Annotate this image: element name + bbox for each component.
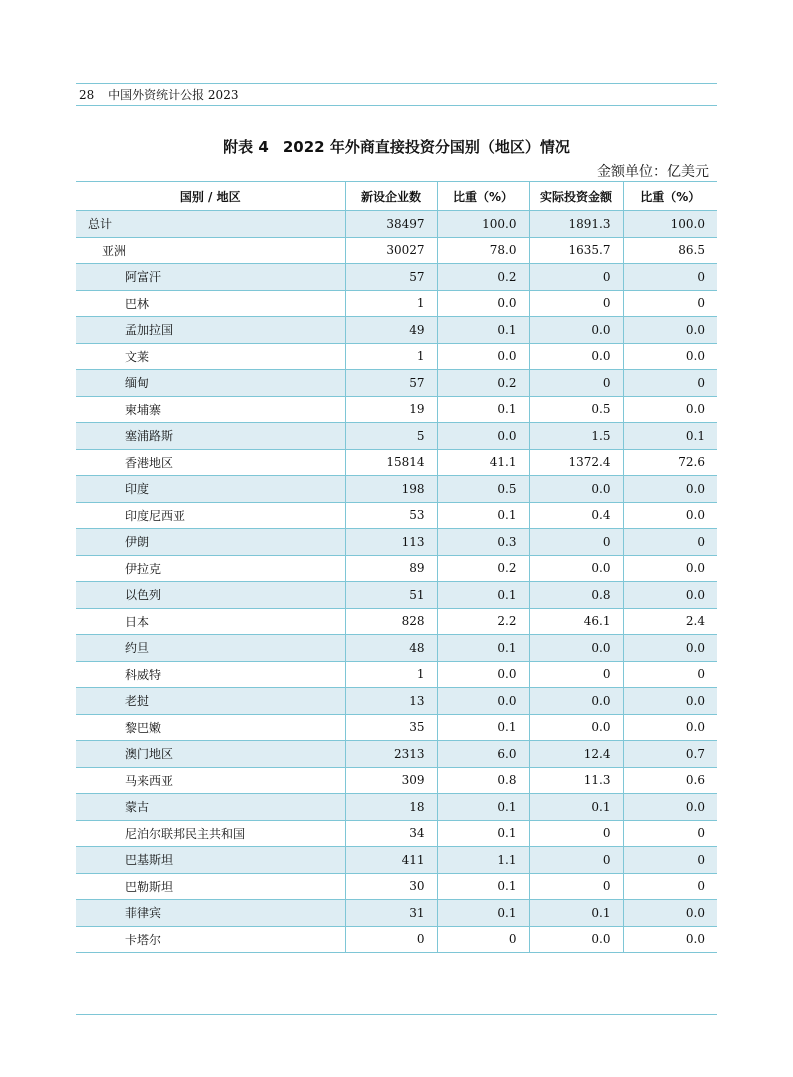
cell-share-enterprises: 6.0 <box>437 741 529 768</box>
cell-country: 巴勒斯坦 <box>76 873 345 900</box>
cell-country: 科威特 <box>76 661 345 688</box>
cell-country: 马来西亚 <box>76 767 345 794</box>
cell-new-enterprises: 48 <box>345 635 437 662</box>
cell-country: 总计 <box>76 211 345 238</box>
cell-new-enterprises: 113 <box>345 529 437 556</box>
cell-share-investment: 0.0 <box>623 714 717 741</box>
cell-share-investment: 0 <box>623 661 717 688</box>
cell-country: 日本 <box>76 608 345 635</box>
cell-share-enterprises: 100.0 <box>437 211 529 238</box>
table-row <box>76 582 717 609</box>
cell-new-enterprises: 0 <box>345 926 437 953</box>
cell-new-enterprises: 49 <box>345 317 437 344</box>
cell-share-enterprises: 0.5 <box>437 476 529 503</box>
cell-share-investment: 0.0 <box>623 317 717 344</box>
cell-actual-investment: 0 <box>529 370 623 397</box>
cell-share-enterprises: 0.2 <box>437 370 529 397</box>
cell-share-investment: 0.0 <box>623 926 717 953</box>
cell-share-enterprises: 2.2 <box>437 608 529 635</box>
cell-share-enterprises: 0.8 <box>437 767 529 794</box>
cell-new-enterprises: 30 <box>345 873 437 900</box>
cell-new-enterprises: 5 <box>345 423 437 450</box>
cell-share-investment: 0.0 <box>623 794 717 821</box>
table-title-text: 2022 年外商直接投资分国别（地区）情况 <box>282 138 570 156</box>
cell-new-enterprises: 198 <box>345 476 437 503</box>
page-number: 28 <box>79 88 95 102</box>
cell-new-enterprises: 31 <box>345 900 437 927</box>
column-header-share-investment: 比重（%） <box>623 182 717 211</box>
publication-title: 中国外资统计公报 2023 <box>108 88 239 102</box>
cell-share-investment: 0 <box>623 370 717 397</box>
cell-share-investment: 0.0 <box>623 582 717 609</box>
cell-share-enterprises: 0.0 <box>437 290 529 317</box>
running-head <box>79 87 238 103</box>
table-row <box>76 476 717 503</box>
cell-share-investment: 2.4 <box>623 608 717 635</box>
cell-share-enterprises: 0.1 <box>437 502 529 529</box>
column-header-new-enterprises: 新设企业数 <box>345 182 437 211</box>
cell-country: 文莱 <box>76 343 345 370</box>
cell-share-investment: 0 <box>623 873 717 900</box>
cell-share-investment: 0.0 <box>623 343 717 370</box>
unit-note: 金额单位：亿美元 <box>597 164 709 180</box>
cell-share-enterprises: 0.1 <box>437 635 529 662</box>
cell-country: 巴基斯坦 <box>76 847 345 874</box>
cell-actual-investment: 0.0 <box>529 476 623 503</box>
cell-share-enterprises: 0.2 <box>437 555 529 582</box>
cell-share-investment: 0.7 <box>623 741 717 768</box>
header-rule-bottom <box>76 105 717 106</box>
cell-new-enterprises: 309 <box>345 767 437 794</box>
cell-share-enterprises: 0.0 <box>437 661 529 688</box>
table-row <box>76 423 717 450</box>
cell-share-enterprises: 0.1 <box>437 900 529 927</box>
cell-actual-investment: 0.0 <box>529 555 623 582</box>
cell-country: 缅甸 <box>76 370 345 397</box>
table-row <box>76 555 717 582</box>
cell-country: 老挝 <box>76 688 345 715</box>
cell-new-enterprises: 19 <box>345 396 437 423</box>
cell-share-investment: 0.6 <box>623 767 717 794</box>
cell-share-enterprises: 41.1 <box>437 449 529 476</box>
cell-share-investment: 100.0 <box>623 211 717 238</box>
cell-share-enterprises: 0.1 <box>437 820 529 847</box>
cell-share-investment: 0.1 <box>623 423 717 450</box>
cell-share-investment: 86.5 <box>623 237 717 264</box>
cell-share-investment: 0 <box>623 264 717 291</box>
cell-share-enterprises: 1.1 <box>437 847 529 874</box>
cell-share-investment: 0 <box>623 529 717 556</box>
table-row <box>76 873 717 900</box>
cell-share-enterprises: 0.2 <box>437 264 529 291</box>
cell-country: 以色列 <box>76 582 345 609</box>
cell-country: 印度尼西亚 <box>76 502 345 529</box>
column-header-actual-investment: 实际投资金额 <box>529 182 623 211</box>
table-body <box>76 211 717 953</box>
cell-country: 巴林 <box>76 290 345 317</box>
table-row <box>76 926 717 953</box>
footer-rule <box>76 1014 717 1015</box>
investment-table <box>76 181 717 953</box>
cell-new-enterprises: 57 <box>345 264 437 291</box>
cell-country: 亚洲 <box>76 237 345 264</box>
cell-actual-investment: 1.5 <box>529 423 623 450</box>
cell-share-investment: 0 <box>623 820 717 847</box>
cell-country: 塞浦路斯 <box>76 423 345 450</box>
cell-actual-investment: 0 <box>529 264 623 291</box>
table-row <box>76 317 717 344</box>
table-row <box>76 502 717 529</box>
cell-actual-investment: 0.0 <box>529 343 623 370</box>
cell-share-investment: 72.6 <box>623 449 717 476</box>
table-row <box>76 741 717 768</box>
table-header-row <box>76 182 717 211</box>
cell-country: 香港地区 <box>76 449 345 476</box>
cell-actual-investment: 1372.4 <box>529 449 623 476</box>
cell-actual-investment: 0.0 <box>529 688 623 715</box>
cell-actual-investment: 12.4 <box>529 741 623 768</box>
cell-actual-investment: 0.0 <box>529 926 623 953</box>
cell-country: 柬埔寨 <box>76 396 345 423</box>
table-row <box>76 847 717 874</box>
cell-actual-investment: 0.0 <box>529 317 623 344</box>
cell-share-investment: 0.0 <box>623 688 717 715</box>
table-row <box>76 449 717 476</box>
cell-share-enterprises: 0.1 <box>437 794 529 821</box>
table-row <box>76 820 717 847</box>
cell-share-investment: 0.0 <box>623 396 717 423</box>
cell-actual-investment: 11.3 <box>529 767 623 794</box>
cell-new-enterprises: 51 <box>345 582 437 609</box>
cell-country: 孟加拉国 <box>76 317 345 344</box>
table-row <box>76 290 717 317</box>
cell-actual-investment: 0.4 <box>529 502 623 529</box>
cell-actual-investment: 0 <box>529 873 623 900</box>
cell-share-enterprises: 0 <box>437 926 529 953</box>
table-row <box>76 635 717 662</box>
cell-share-enterprises: 0.1 <box>437 582 529 609</box>
cell-share-enterprises: 0.0 <box>437 343 529 370</box>
cell-share-investment: 0.0 <box>623 476 717 503</box>
cell-new-enterprises: 1 <box>345 343 437 370</box>
column-header-country: 国别 / 地区 <box>76 182 345 211</box>
table-row <box>76 767 717 794</box>
table-row <box>76 343 717 370</box>
cell-actual-investment: 0 <box>529 820 623 847</box>
table-title <box>76 136 717 157</box>
cell-share-enterprises: 78.0 <box>437 237 529 264</box>
cell-actual-investment: 0.8 <box>529 582 623 609</box>
table-title-label: 附表 4 <box>223 138 269 156</box>
table-row <box>76 688 717 715</box>
table-row <box>76 714 717 741</box>
cell-share-enterprises: 0.1 <box>437 317 529 344</box>
cell-new-enterprises: 30027 <box>345 237 437 264</box>
cell-country: 伊朗 <box>76 529 345 556</box>
cell-actual-investment: 0 <box>529 847 623 874</box>
cell-new-enterprises: 34 <box>345 820 437 847</box>
cell-actual-investment: 0.1 <box>529 794 623 821</box>
cell-share-enterprises: 0.3 <box>437 529 529 556</box>
cell-new-enterprises: 35 <box>345 714 437 741</box>
cell-share-investment: 0 <box>623 290 717 317</box>
cell-actual-investment: 0.5 <box>529 396 623 423</box>
cell-share-enterprises: 0.1 <box>437 714 529 741</box>
cell-actual-investment: 0 <box>529 529 623 556</box>
cell-country: 蒙古 <box>76 794 345 821</box>
cell-actual-investment: 0.0 <box>529 635 623 662</box>
cell-new-enterprises: 89 <box>345 555 437 582</box>
column-header-share-enterprises: 比重（%） <box>437 182 529 211</box>
cell-new-enterprises: 13 <box>345 688 437 715</box>
cell-share-enterprises: 0.0 <box>437 423 529 450</box>
cell-new-enterprises: 57 <box>345 370 437 397</box>
cell-actual-investment: 0.1 <box>529 900 623 927</box>
cell-new-enterprises: 1 <box>345 661 437 688</box>
cell-country: 印度 <box>76 476 345 503</box>
cell-actual-investment: 1635.7 <box>529 237 623 264</box>
cell-country: 黎巴嫩 <box>76 714 345 741</box>
cell-new-enterprises: 18 <box>345 794 437 821</box>
cell-share-investment: 0.0 <box>623 900 717 927</box>
table-row <box>76 794 717 821</box>
cell-country: 伊拉克 <box>76 555 345 582</box>
cell-share-investment: 0.0 <box>623 635 717 662</box>
cell-actual-investment: 0 <box>529 290 623 317</box>
cell-new-enterprises: 1 <box>345 290 437 317</box>
cell-new-enterprises: 38497 <box>345 211 437 238</box>
cell-new-enterprises: 15814 <box>345 449 437 476</box>
cell-country: 尼泊尔联邦民主共和国 <box>76 820 345 847</box>
cell-share-enterprises: 0.1 <box>437 873 529 900</box>
cell-country: 阿富汗 <box>76 264 345 291</box>
table-row <box>76 608 717 635</box>
table-row <box>76 529 717 556</box>
table-row <box>76 396 717 423</box>
table-row <box>76 900 717 927</box>
cell-share-investment: 0.0 <box>623 502 717 529</box>
cell-new-enterprises: 828 <box>345 608 437 635</box>
cell-actual-investment: 0.0 <box>529 714 623 741</box>
table-row <box>76 211 717 238</box>
cell-share-investment: 0.0 <box>623 555 717 582</box>
cell-share-enterprises: 0.1 <box>437 396 529 423</box>
cell-country: 澳门地区 <box>76 741 345 768</box>
cell-share-enterprises: 0.0 <box>437 688 529 715</box>
header-rule-top <box>76 83 717 84</box>
cell-country: 约旦 <box>76 635 345 662</box>
table-row <box>76 370 717 397</box>
cell-share-investment: 0 <box>623 847 717 874</box>
cell-country: 菲律宾 <box>76 900 345 927</box>
cell-actual-investment: 1891.3 <box>529 211 623 238</box>
cell-actual-investment: 0 <box>529 661 623 688</box>
cell-new-enterprises: 53 <box>345 502 437 529</box>
cell-new-enterprises: 2313 <box>345 741 437 768</box>
cell-actual-investment: 46.1 <box>529 608 623 635</box>
table-row <box>76 264 717 291</box>
table-row <box>76 237 717 264</box>
cell-new-enterprises: 411 <box>345 847 437 874</box>
cell-country: 卡塔尔 <box>76 926 345 953</box>
table-row <box>76 661 717 688</box>
